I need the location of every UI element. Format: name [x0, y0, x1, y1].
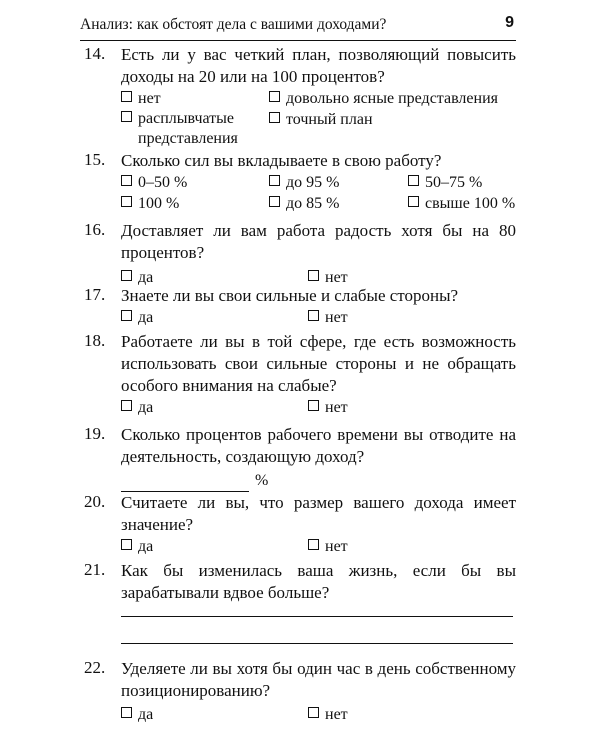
question-15 — [84, 150, 516, 216]
checkbox-icon — [121, 400, 132, 411]
header-title: Анализ: как обстоят дела с вашими доходами? — [80, 16, 387, 33]
running-header — [80, 12, 516, 41]
question-19 — [84, 424, 516, 492]
question-text: Доставляет ли вам работа радость хотя бы на 80 процентов? — [121, 221, 516, 262]
checkbox-icon — [121, 707, 132, 718]
question-number: 21. — [84, 560, 106, 579]
question-17 — [84, 285, 516, 329]
options — [121, 172, 516, 216]
checkbox-icon — [269, 175, 280, 186]
question-text: Как бы изменилась ваша жизнь, если бы вы зарабатывали вдвое больше? — [121, 561, 516, 602]
checkbox-icon — [308, 270, 319, 281]
question-number: 17. — [84, 285, 106, 304]
question-14 — [84, 44, 516, 150]
option-checkbox[interactable]: нет — [308, 536, 348, 558]
option-checkbox[interactable]: точный план — [269, 109, 373, 131]
checkbox-icon — [408, 175, 419, 186]
checkbox-icon — [121, 175, 132, 186]
question-number: 16. — [84, 220, 106, 239]
option-checkbox[interactable]: 100 % — [121, 193, 179, 215]
options — [121, 704, 516, 726]
question-20 — [84, 492, 516, 558]
option-checkbox[interactable]: нет — [121, 88, 161, 110]
checkbox-icon — [308, 310, 319, 321]
option-checkbox[interactable]: да — [121, 397, 153, 419]
question-text: Уделяете ли вы хотя бы один час в день собственному позиционированию? — [121, 659, 516, 700]
answer-line[interactable] — [121, 616, 513, 617]
question-number: 14. — [84, 44, 106, 63]
option-checkbox[interactable]: до 95 % — [269, 172, 339, 194]
option-checkbox[interactable]: нет — [308, 704, 348, 726]
option-checkbox[interactable]: да — [121, 704, 153, 726]
option-checkbox[interactable]: нет — [308, 307, 348, 329]
checkbox-icon — [121, 310, 132, 321]
question-22 — [84, 658, 516, 726]
checkbox-icon — [269, 91, 280, 102]
checkbox-icon — [121, 539, 132, 550]
checkbox-icon — [408, 196, 419, 207]
question-number: 22. — [84, 658, 106, 677]
options — [121, 88, 516, 150]
answer-blank-row — [121, 470, 516, 492]
question-number: 18. — [84, 331, 106, 350]
option-checkbox[interactable]: расплывчатые представления — [121, 109, 268, 149]
question-number: 15. — [84, 150, 106, 169]
answer-line[interactable] — [121, 643, 513, 644]
option-checkbox[interactable]: 0–50 % — [121, 172, 187, 194]
option-checkbox[interactable]: 50–75 % — [408, 172, 482, 194]
checkbox-icon — [121, 91, 132, 102]
page-number: 9 — [505, 14, 514, 31]
checkbox-icon — [121, 111, 132, 122]
checkbox-icon — [121, 196, 132, 207]
option-checkbox[interactable]: да — [121, 307, 153, 329]
options — [121, 536, 516, 558]
checkbox-icon — [121, 270, 132, 281]
question-21 — [84, 560, 516, 604]
percent-sign: % — [255, 472, 269, 489]
question-text: Сколько сил вы вкладываете в свою работу? — [121, 151, 442, 170]
checkbox-icon — [308, 400, 319, 411]
options — [121, 307, 516, 329]
checkbox-icon — [269, 196, 280, 207]
option-checkbox[interactable]: нет — [308, 397, 348, 419]
question-text: Считаете ли вы, что размер вашего дохода имеет значение? — [121, 493, 516, 534]
question-18 — [84, 331, 516, 419]
question-text: Есть ли у вас четкий план, позволяющий повысить доходы на 20 или на 100 процентов? — [121, 45, 516, 86]
option-checkbox[interactable]: до 85 % — [269, 193, 339, 215]
question-text: Знаете ли вы свои сильные и слабые стороны? — [121, 286, 459, 305]
checkbox-icon — [308, 539, 319, 550]
question-number: 20. — [84, 492, 106, 511]
question-16 — [84, 220, 516, 289]
question-text: Работаете ли вы в той сфере, где есть возможность использовать свои сильные стороны и не обращать особого внимания на слабые? — [121, 332, 516, 395]
option-checkbox[interactable]: да — [121, 267, 153, 289]
percent-input[interactable] — [121, 477, 249, 492]
question-text: Сколько процентов рабочего времени вы отводите на деятельность, создающую доход? — [121, 425, 516, 466]
option-checkbox[interactable]: нет — [308, 267, 348, 289]
question-number: 19. — [84, 424, 106, 443]
options — [121, 397, 516, 419]
option-checkbox[interactable]: свыше 100 % — [408, 193, 515, 215]
option-checkbox[interactable]: довольно ясные представления — [269, 88, 498, 110]
checkbox-icon — [269, 112, 280, 123]
checkbox-icon — [308, 707, 319, 718]
option-checkbox[interactable]: да — [121, 536, 153, 558]
